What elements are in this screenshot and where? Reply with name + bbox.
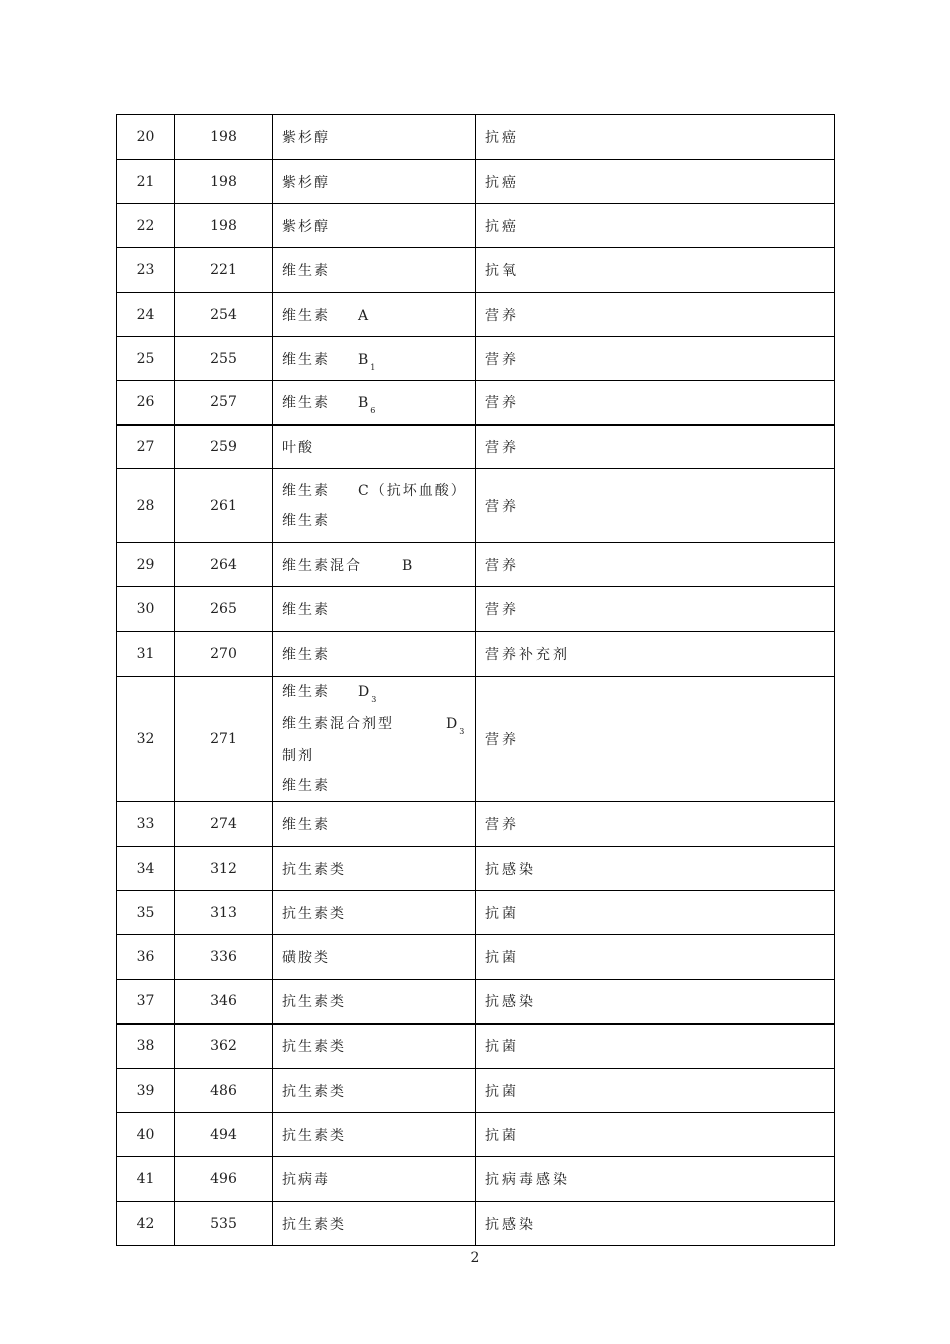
page-ref: 261: [175, 469, 273, 543]
drug-name: 抗生素类: [273, 1069, 476, 1113]
table-row: [117, 632, 835, 677]
drug-use: 营养: [476, 469, 835, 543]
row-number: 34: [117, 847, 175, 891]
drug-name: [273, 677, 476, 802]
drug-name-variant: D: [358, 684, 372, 700]
subscript: 6: [370, 406, 378, 416]
table-row: [117, 115, 835, 160]
row-number: 39: [117, 1069, 175, 1113]
row-number: 24: [117, 293, 175, 337]
drug-use: 抗氧: [476, 248, 835, 293]
drug-name: 抗生素类: [273, 980, 476, 1024]
table-row: [117, 381, 835, 425]
page-ref: 486: [175, 1069, 273, 1113]
page-number: 2: [470, 1250, 480, 1266]
row-number: 37: [117, 980, 175, 1024]
page-ref: 270: [175, 632, 273, 677]
drug-use: 营养: [476, 802, 835, 847]
drug-name-main: 维生素: [282, 395, 330, 412]
drug-name: 维生素: [273, 587, 476, 632]
drug-name-line2: 维生素: [282, 512, 330, 529]
drug-use: 营养: [476, 337, 835, 381]
drug-name: [273, 543, 476, 587]
drug-name: [273, 469, 476, 543]
page-ref: 198: [175, 160, 273, 204]
table-row: [117, 677, 835, 802]
table-row: [117, 204, 835, 248]
drug-use: 营养: [476, 425, 835, 469]
drug-use: 抗感染: [476, 1202, 835, 1246]
page-ref: 346: [175, 980, 273, 1024]
drug-name-main: 维生素: [282, 482, 330, 499]
drug-name-main: 维生素: [282, 351, 330, 368]
drug-use: 抗菌: [476, 1069, 835, 1113]
table-row: [117, 1024, 835, 1069]
drug-name: 维生素: [273, 802, 476, 847]
drug-use: 营养: [476, 543, 835, 587]
row-number: 20: [117, 115, 175, 160]
data-table: [116, 114, 835, 1246]
page-ref: 336: [175, 935, 273, 980]
page-ref: 257: [175, 381, 273, 425]
page-ref: 221: [175, 248, 273, 293]
drug-name: 磺胺类: [273, 935, 476, 980]
drug-name: 抗病毒: [273, 1157, 476, 1202]
table-row: [117, 1202, 835, 1246]
row-number: 23: [117, 248, 175, 293]
drug-name-suffix: 制剂: [282, 748, 314, 764]
drug-use: 抗感染: [476, 847, 835, 891]
table-row: [117, 891, 835, 935]
table-row: [117, 160, 835, 204]
table-row: [117, 293, 835, 337]
row-number: 21: [117, 160, 175, 204]
row-number: 35: [117, 891, 175, 935]
drug-use: 抗感染: [476, 980, 835, 1024]
drug-name-variant: A: [358, 307, 371, 324]
table-row: [117, 847, 835, 891]
page-ref: 312: [175, 847, 273, 891]
table-row: [117, 935, 835, 980]
drug-name-line2: 维生素混合剂型: [282, 716, 394, 732]
table-row: [117, 1157, 835, 1202]
drug-use: 抗病毒感染: [476, 1157, 835, 1202]
table-row: [117, 1069, 835, 1113]
page-ref: 313: [175, 891, 273, 935]
drug-use: 营养: [476, 677, 835, 802]
subscript: 3: [371, 695, 379, 704]
table-row: [117, 587, 835, 632]
row-number: 25: [117, 337, 175, 381]
row-number: 38: [117, 1024, 175, 1069]
drug-name: [273, 381, 476, 425]
page-ref: 198: [175, 115, 273, 160]
drug-use: 抗菌: [476, 935, 835, 980]
page-ref: 362: [175, 1024, 273, 1069]
page-ref: 264: [175, 543, 273, 587]
drug-use: 营养: [476, 381, 835, 425]
drug-name: 抗生素类: [273, 1024, 476, 1069]
drug-name-main: 维生素: [282, 684, 330, 700]
drug-name-variant: D: [446, 716, 460, 732]
drug-use: 抗癌: [476, 160, 835, 204]
drug-name-variant: B: [402, 557, 415, 574]
table-row: [117, 248, 835, 293]
drug-name: [273, 337, 476, 381]
page-ref: 274: [175, 802, 273, 847]
row-number: 30: [117, 587, 175, 632]
page-ref: 254: [175, 293, 273, 337]
row-number: 41: [117, 1157, 175, 1202]
row-number: 40: [117, 1113, 175, 1157]
page-ref: 259: [175, 425, 273, 469]
page-ref: 198: [175, 204, 273, 248]
drug-name-variant: B: [358, 395, 371, 412]
row-number: 36: [117, 935, 175, 980]
drug-name: 叶酸: [273, 425, 476, 469]
subscript: 1: [370, 362, 378, 372]
drug-name-line3: 维生素: [282, 778, 330, 794]
drug-use: 抗菌: [476, 891, 835, 935]
drug-name: 紫杉醇: [273, 204, 476, 248]
page-ref: 494: [175, 1113, 273, 1157]
drug-use: 抗菌: [476, 1113, 835, 1157]
drug-name-variant: B: [358, 351, 371, 368]
table-row: [117, 1113, 835, 1157]
drug-name: 紫杉醇: [273, 115, 476, 160]
table-row: [117, 543, 835, 587]
table-row: [117, 425, 835, 469]
drug-name: 维生素: [273, 248, 476, 293]
drug-name: [273, 293, 476, 337]
drug-use: 营养: [476, 587, 835, 632]
drug-use: 抗癌: [476, 115, 835, 160]
row-number: 29: [117, 543, 175, 587]
page-ref: 271: [175, 677, 273, 802]
table-row: [117, 337, 835, 381]
drug-name: 抗生素类: [273, 1202, 476, 1246]
drug-name-main: 维生素混合: [282, 557, 362, 574]
drug-name: 抗生素类: [273, 847, 476, 891]
drug-name: 维生素: [273, 632, 476, 677]
drug-name-variant: C（抗坏血酸）: [358, 482, 467, 499]
table-row: [117, 980, 835, 1024]
subscript: 3: [459, 727, 467, 736]
row-number: 27: [117, 425, 175, 469]
page-ref: 255: [175, 337, 273, 381]
page-ref: 496: [175, 1157, 273, 1202]
table-row: [117, 469, 835, 543]
page-ref: 535: [175, 1202, 273, 1246]
row-number: 32: [117, 677, 175, 802]
row-number: 42: [117, 1202, 175, 1246]
drug-use: 营养补充剂: [476, 632, 835, 677]
row-number: 26: [117, 381, 175, 425]
drug-use: 营养: [476, 293, 835, 337]
drug-name: 抗生素类: [273, 1113, 476, 1157]
row-number: 31: [117, 632, 175, 677]
drug-name-main: 维生素: [282, 307, 330, 324]
drug-name: 抗生素类: [273, 891, 476, 935]
table-row: [117, 802, 835, 847]
row-number: 33: [117, 802, 175, 847]
drug-name: 紫杉醇: [273, 160, 476, 204]
drug-use: 抗癌: [476, 204, 835, 248]
row-number: 28: [117, 469, 175, 543]
row-number: 22: [117, 204, 175, 248]
drug-use: 抗菌: [476, 1024, 835, 1069]
page-ref: 265: [175, 587, 273, 632]
